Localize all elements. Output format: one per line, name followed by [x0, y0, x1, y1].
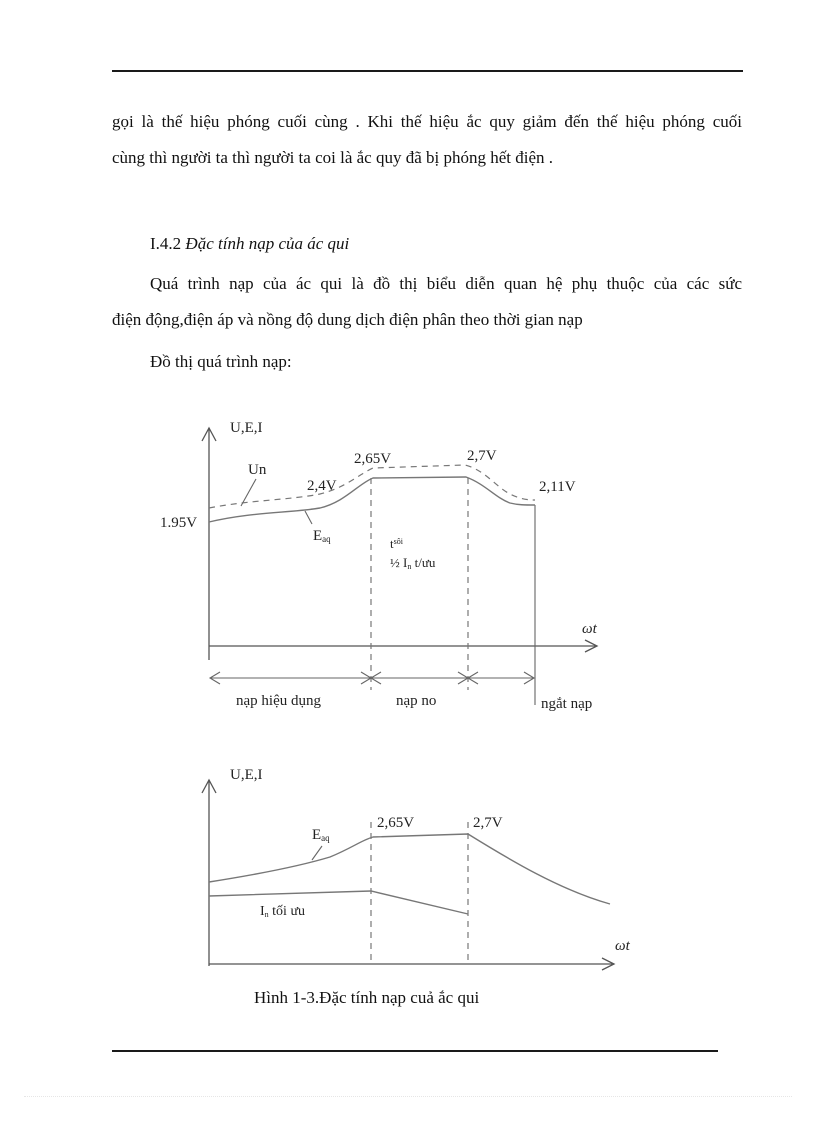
value-1-95v: 1.95V: [160, 515, 198, 531]
eaq-leader-top: [305, 511, 312, 524]
paragraph-3: Đồ thị quá trình nạp:: [150, 352, 292, 371]
figure-caption: Hình 1-3.Đặc tính nạp cuả ắc qui: [254, 988, 480, 1007]
label-eaq-bottom: [312, 827, 330, 843]
section-title: Đặc tính nạp của ác qui: [185, 234, 350, 253]
top-x-axis-label: ωt: [582, 621, 597, 637]
value-2-7v-bottom: 2,7V: [473, 815, 503, 831]
label-eaq-top: [313, 528, 331, 544]
footer-rule: [112, 1050, 718, 1052]
bottom-x-axis-label: ωt: [615, 938, 630, 954]
label-current-tail: tối ưu: [268, 904, 306, 919]
paragraph-1-line-2: cùng thì người ta thì người ta coi là ắc quy đã bị phóng hết điện .: [112, 148, 554, 167]
annotation-current: [390, 555, 436, 571]
label-current-optimal: [260, 904, 305, 919]
value-2-11v: 2,11V: [539, 479, 576, 495]
bottom-diagram: [202, 767, 631, 970]
curve-eaq-top: [209, 477, 535, 522]
label-eaq-top-sub: aq: [322, 534, 331, 544]
paragraph-2-line-1: Quá trình nạp của ác qui là đồ thị biểu diễn quan hệ phụ thuộc của các sức: [150, 274, 742, 293]
annotation-current-main: ½ I: [390, 555, 408, 570]
annotation-current-sub: n: [407, 562, 412, 571]
bottom-y-axis-label: U,E,I: [230, 767, 263, 783]
annotation-tsoi-main: t: [390, 536, 394, 551]
phase-nap-no: nạp no: [396, 693, 437, 709]
paragraph-1-line-1: gọi là thế hiệu phóng cuối cùng . Khi thế hiệu ắc quy giảm đến thế hiệu phóng cuối: [112, 112, 742, 131]
section-number: I.4.2: [150, 234, 182, 253]
label-current-sub: n: [264, 910, 269, 919]
label-un: Un: [248, 462, 267, 478]
label-current-main: I: [260, 904, 265, 919]
annotation-current-tail: t/ưu: [411, 555, 436, 570]
page-bottom-border: [24, 1096, 792, 1097]
value-2-4v: 2,4V: [307, 478, 337, 494]
value-2-7v-top: 2,7V: [467, 448, 497, 464]
label-eaq-bottom-sub: aq: [321, 833, 330, 843]
eaq-leader-bottom: [312, 846, 322, 860]
value-2-65v-top: 2,65V: [354, 451, 392, 467]
top-y-axis-label: U,E,I: [230, 420, 263, 436]
annotation-tsoi-sub: sôi: [393, 537, 403, 546]
paragraph-2-line-2: điện động,điện áp và nồng độ dung dịch điện phân theo thời gian nạp: [112, 310, 583, 329]
top-diagram: [160, 420, 598, 712]
phase-nap-hieu-dung: nạp hiệu dụng: [236, 693, 321, 709]
annotation-tsoi: [390, 536, 404, 551]
value-2-65v-bottom: 2,65V: [377, 815, 415, 831]
label-eaq-top-main: E: [313, 528, 323, 544]
phase-ngat-nap: ngắt nạp: [541, 696, 593, 712]
label-eaq-bottom-main: E: [312, 827, 322, 843]
curve-current: [209, 891, 468, 914]
